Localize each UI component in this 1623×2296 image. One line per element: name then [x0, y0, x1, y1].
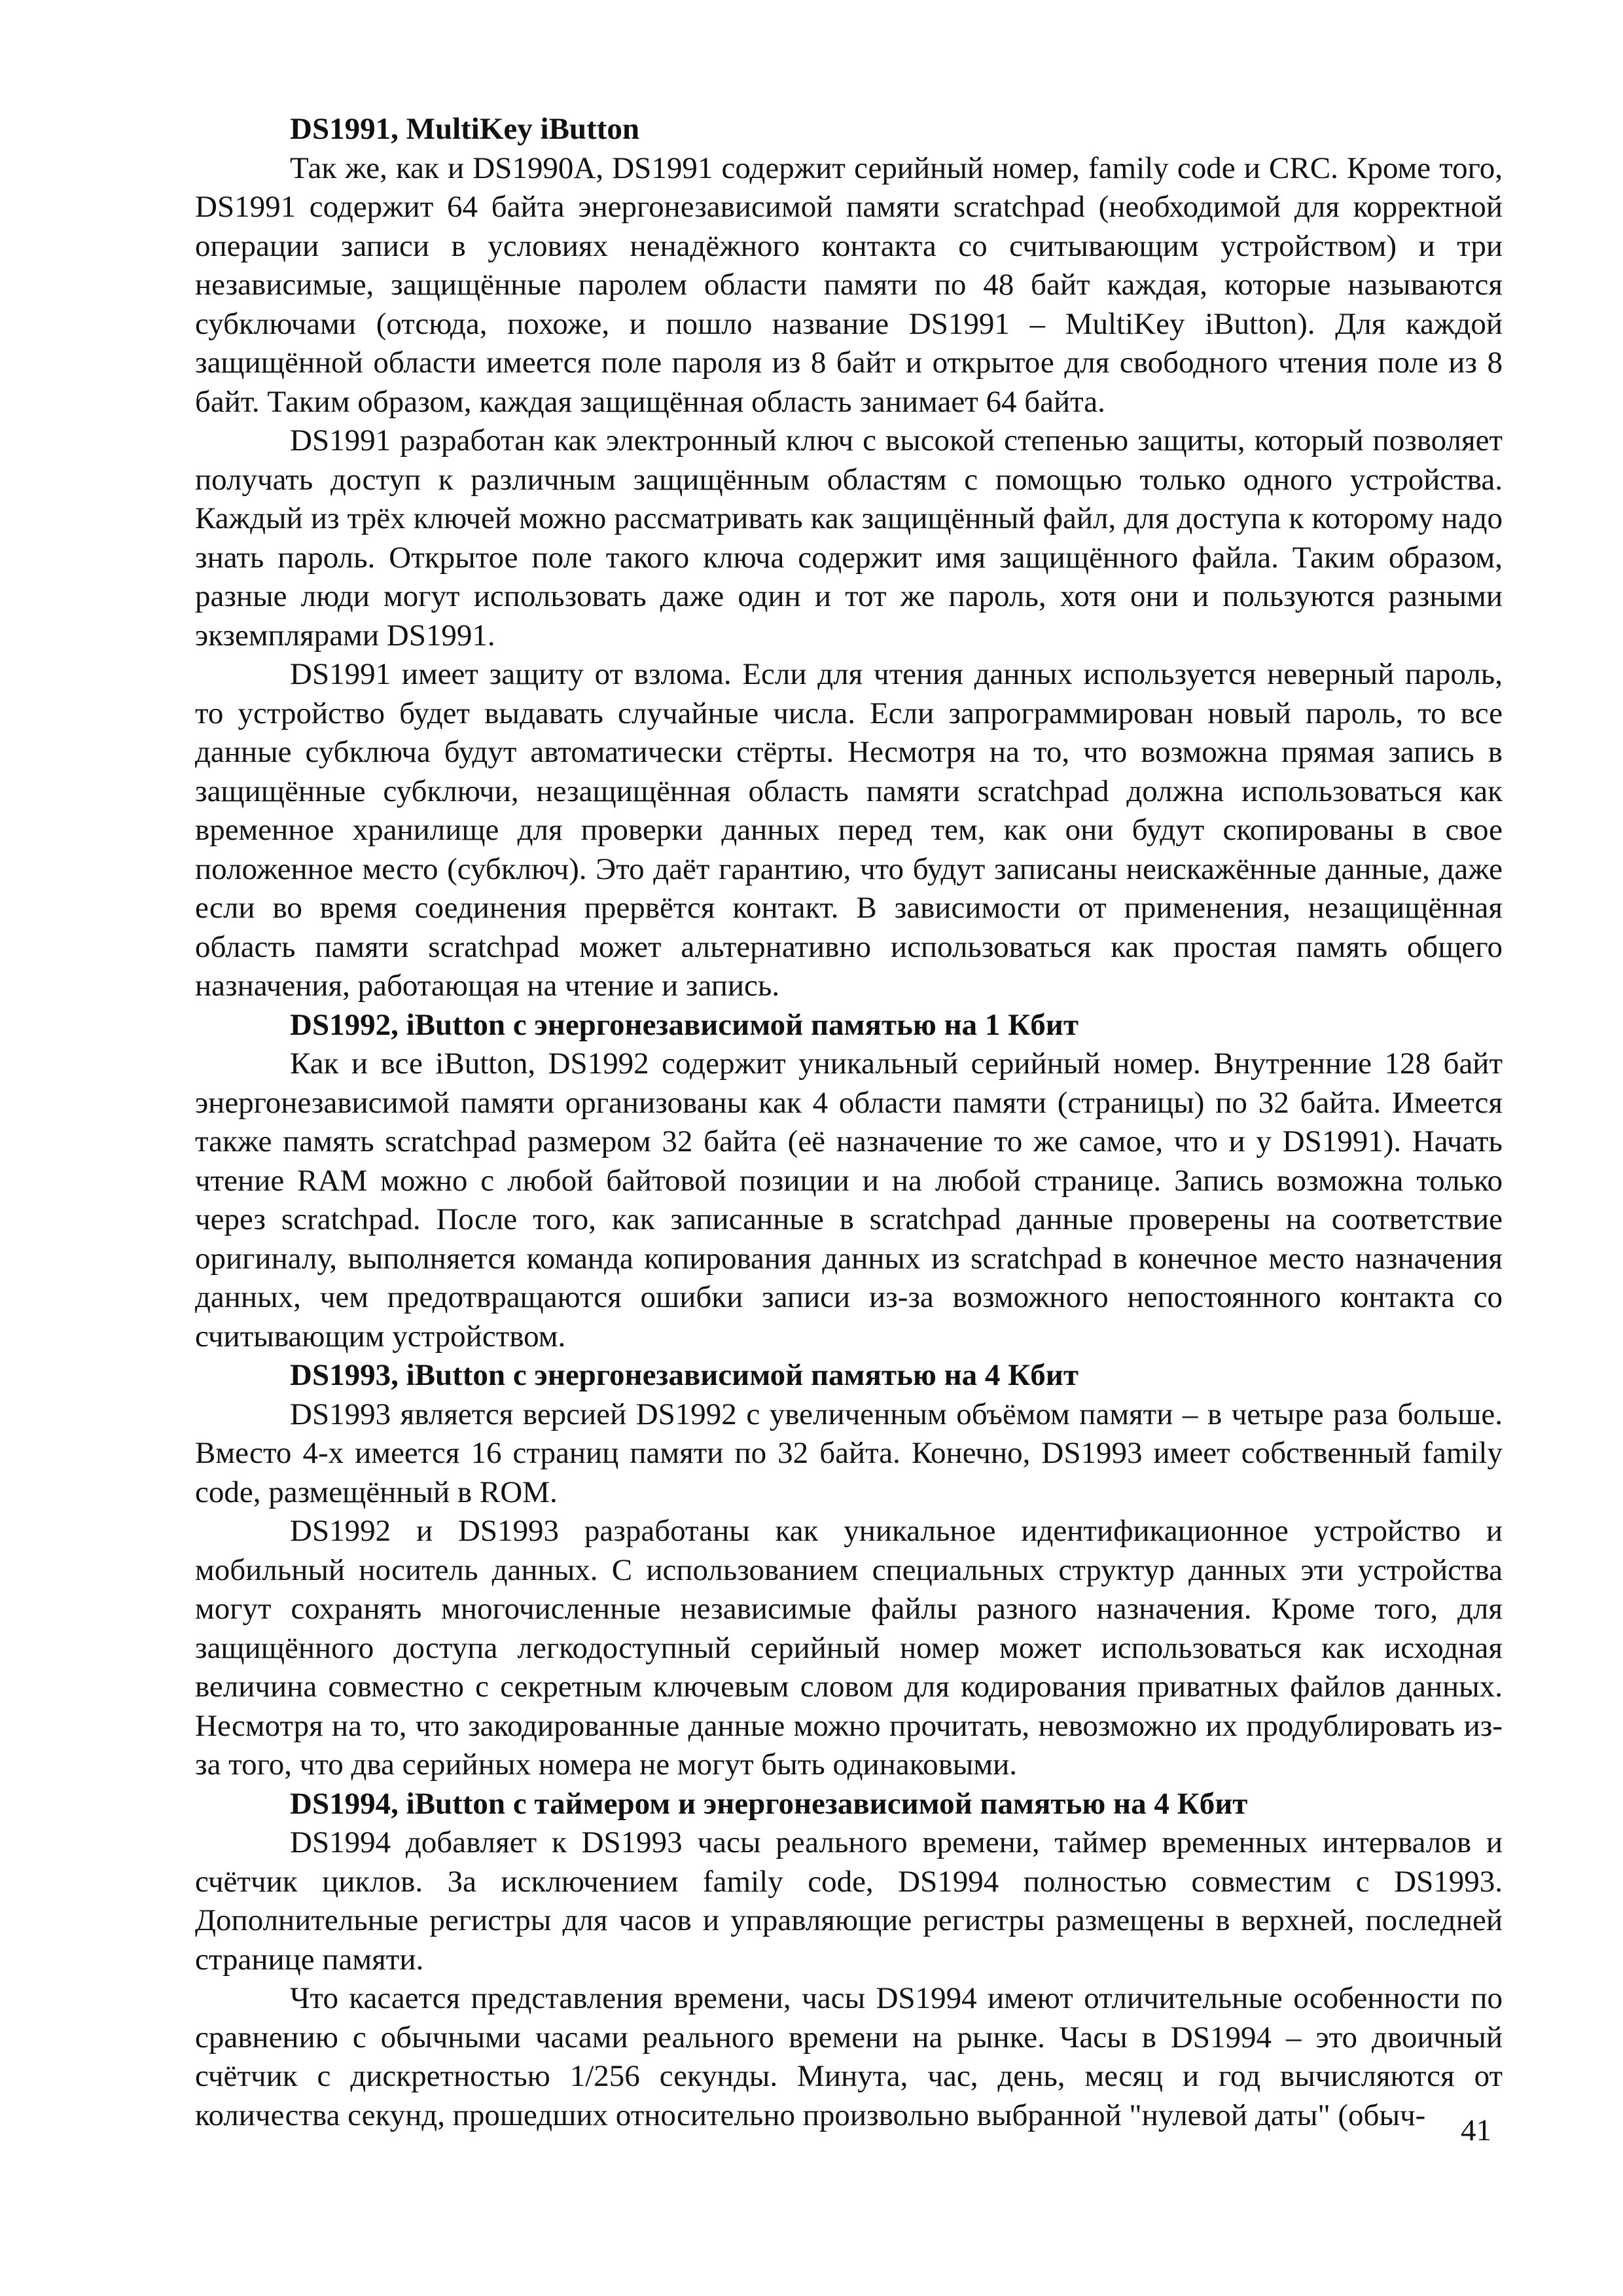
paragraph: DS1991 разработан как электронный ключ с высокой степенью защиты, который позволяет получать доступ к различным защищённым областям с помощью только одного устройства. Каждый из трёх ключей можно рассматривать как защищённый файл, для доступа к которому надо знать пароль. Открытое поле такого ключа содержит имя защищённого файла. Таким образом, разные люди могут использовать даже один и тот же пароль, хотя они и пользуются разными экземплярами DS1991. [195, 423, 1503, 653]
paragraph: Что касается представления времени, часы DS1994 имеют отличительные особенности по сравнению с обычными часами реального времени на рынке. Часы в DS1994 – это двоичный счётчик с дискретностью 1/256 секунды. Минута, час, день, месяц и год вычисляются от количества секунд, прошедших относительно произвольно выбранной "нулевой даты" (обыч- [195, 1981, 1503, 2132]
section-heading-ds1992: DS1992, iButton с энергонезависимой памятью на 1 Кбит [290, 1007, 1079, 1042]
page-body [195, 110, 1503, 2135]
page-number: 41 [1461, 2113, 1491, 2147]
section-heading-ds1991: DS1991, MultiKey iButton [290, 112, 640, 146]
section-heading-ds1994: DS1994, iButton с таймером и энергонезависимой памятью на 4 Кбит [290, 1786, 1248, 1821]
paragraph: Так же, как и DS1990A, DS1991 содержит серийный номер, family code и CRC. Кроме того, DS1991 содержит 64 байта энергонезависимой памяти scratchpad (необходимой для корректной операции записи в условиях ненадёжного контакта со считывающим устройством) и три независимые, защищённые паролем области памяти по 48 байт каждая, которые называются субключами (отсюда, похоже, и пошло название DS1991 – MultiKey iButton). Для каждой защищённой области имеется поле пароля из 8 байт и открытое для свободного чтения поле из 8 байт. Таким образом, каждая защищённая область занимает 64 байта. [195, 151, 1503, 419]
paragraph: DS1991 имеет защиту от взлома. Если для чтения данных используется неверный пароль, то устройство будет выдавать случайные числа. Если запрограммирован новый пароль, то все данные субключа будут автоматически стёрты. Несмотря на то, что возможна прямая запись в защищённые субключи, незащищённая область памяти scratchpad должна использоваться как временное хранилище для проверки данных перед тем, как они будут скопированы в свое положенное место (субключ). Это даёт гарантию, что будут записаны неискажённые данные, даже если во время соединения прервётся контакт. В зависимости от применения, незащищённая область памяти scratchpad может альтернативно использоваться как простая память общего назначения, работающая на чтение и запись. [195, 657, 1503, 1003]
paragraph: DS1993 является версией DS1992 с увеличенным объёмом памяти – в четыре раза больше. Вместо 4-х имеется 16 страниц памяти по 32 байта. Конечно, DS1993 имеет собственный family code, размещённый в ROM. [195, 1397, 1503, 1509]
section-heading-ds1993: DS1993, iButton с энергонезависимой памятью на 4 Кбит [290, 1358, 1079, 1392]
paragraph: DS1992 и DS1993 разработаны как уникальное идентификационное устройство и мобильный носитель данных. С использованием специальных структур данных эти устройства могут сохранять многочисленные независимые файлы разного назначения. Кроме того, для защищённого доступа легкодоступный серийный номер может использоваться как исходная величина совместно с секретным ключевым словом для кодирования приватных файлов данных. Несмотря на то, что закодированные данные можно прочитать, невозможно их продублировать из-за того, что два серийных номера не могут быть одинаковыми. [195, 1514, 1503, 1782]
paragraph: DS1994 добавляет к DS1993 часы реального времени, таймер временных интервалов и счётчик циклов. За исключением family code, DS1994 полностью совместим с DS1993. Дополнительные регистры для часов и управляющие регистры размещены в верхней, последней странице памяти. [195, 1825, 1503, 1977]
paragraph: Как и все iButton, DS1992 содержит уникальный серийный номер. Внутренние 128 байт энергонезависимой памяти организованы как 4 области памяти (страницы) по 32 байта. Имеется также память scratchpad размером 32 байта (её назначение то же самое, что и у DS1991). Начать чтение RAM можно с любой байтовой позиции и на любой странице. Запись возможна только через scratchpad. После того, как записанные в scratchpad данные проверены на соответствие оригиналу, выполняется команда копирования данных из scratchpad в конечное место назначения данных, чем предотвращаются ошибки записи из-за возможного непостоянного контакта со считывающим устройством. [195, 1047, 1503, 1354]
